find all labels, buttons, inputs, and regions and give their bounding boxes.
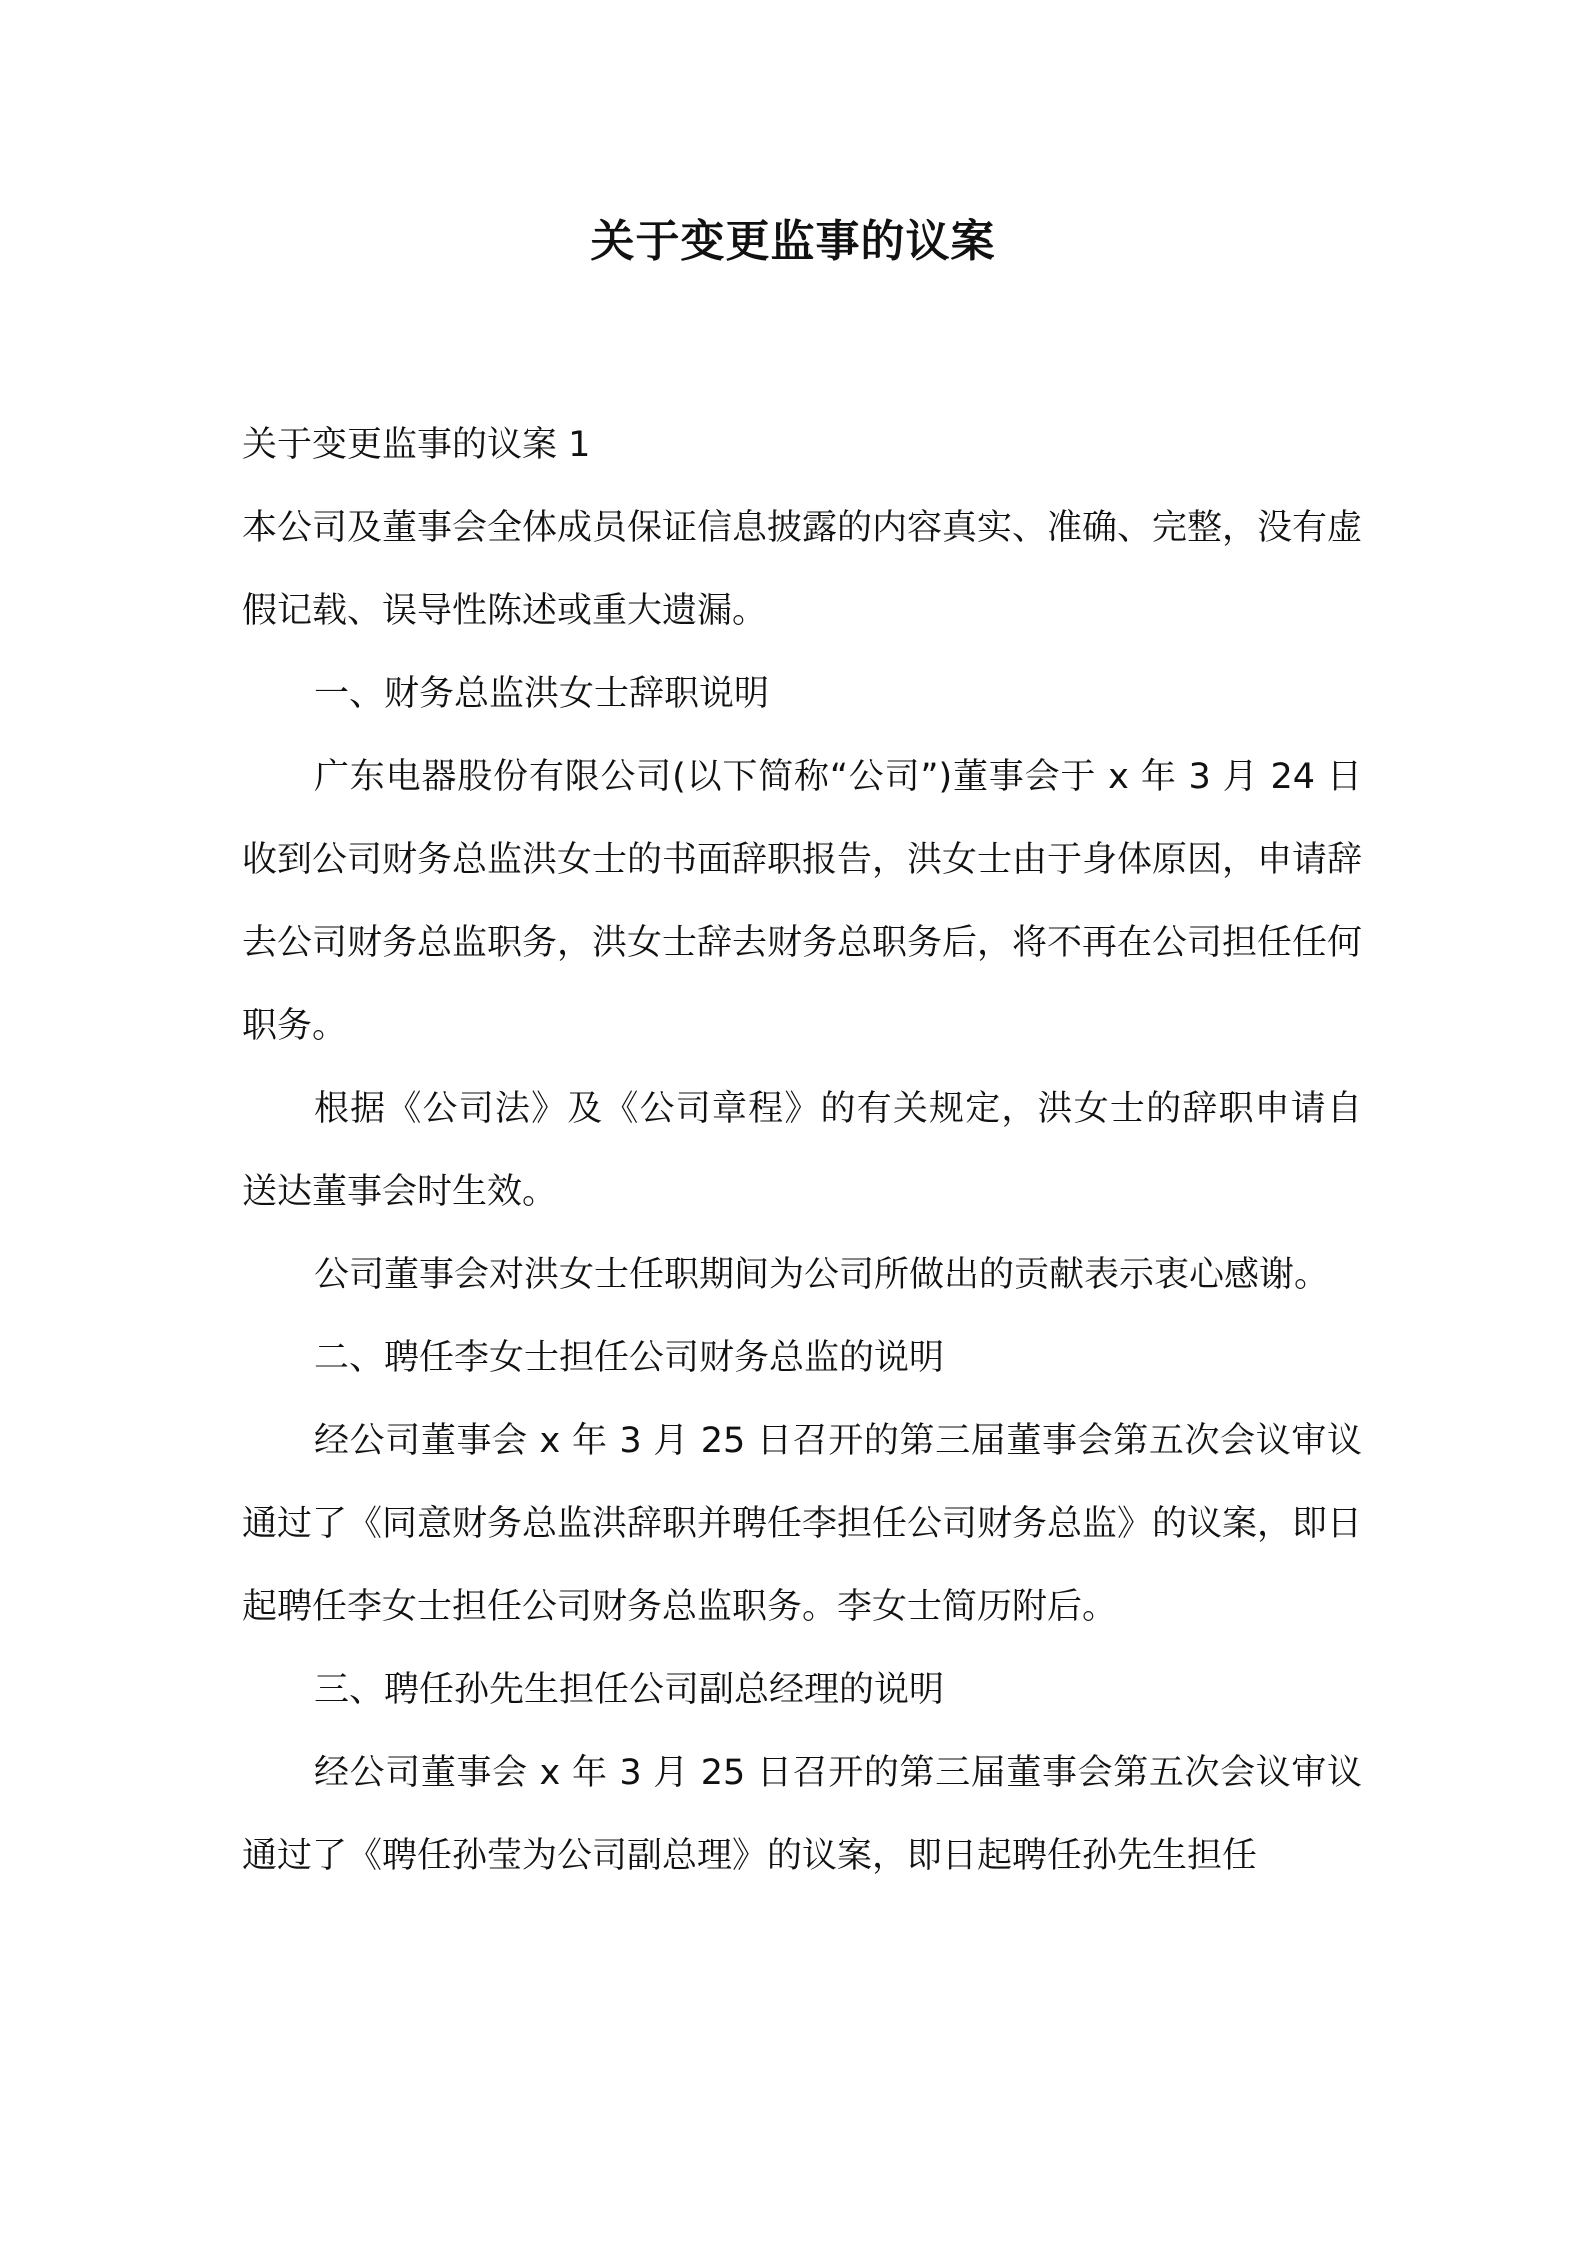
document-body — [242, 404, 1362, 1898]
paragraph-thanks: 公司董事会对洪女士任职期间为公司所做出的贡献表示衷心感谢。 — [314, 1255, 1330, 1295]
paragraph-resignation-report: 广东电器股份有限公司(以下简称“公司”)董事会于 x 年 3 月 24 日收到公司财务总监洪女士的书面辞职报告，洪女士由于身体原因，申请辞去公司财务总监职务，洪女士辞去财务总职务后，将不再在公司担任任何职务。 — [242, 757, 1363, 1046]
paragraph-cfo-appointment: 经公司董事会 x 年 3 月 25 日召开的第三届董事会第五次会议审议通过了《同意财务总监洪辞职并聘任李担任公司财务总监》的议案，即日起聘任李女士担任公司财务总监职务。李女士简历附后。 — [242, 1421, 1363, 1627]
section-heading-3: 三、聘任孙先生担任公司副总经理的说明 — [314, 1670, 945, 1710]
section-heading-2: 二、聘任李女士担任公司财务总监的说明 — [314, 1338, 945, 1378]
paragraph-vp-appointment: 经公司董事会 x 年 3 月 25 日召开的第三届董事会第五次会议审议通过了《聘任孙莹为公司副总理》的议案，即日起聘任孙先生担任 — [242, 1753, 1362, 1876]
proposal-subtitle: 关于变更监事的议案 1 — [242, 425, 591, 465]
paragraph-legal-basis: 根据《公司法》及《公司章程》的有关规定，洪女士的辞职申请自送达董事会时生效。 — [242, 1089, 1362, 1212]
section-heading-1: 一、财务总监洪女士辞职说明 — [314, 674, 770, 714]
disclosure-statement: 本公司及董事会全体成员保证信息披露的内容真实、准确、完整，没有虚假记载、误导性陈述或重大遗漏。 — [242, 508, 1363, 631]
document-title: 关于变更监事的议案 — [590, 216, 996, 267]
